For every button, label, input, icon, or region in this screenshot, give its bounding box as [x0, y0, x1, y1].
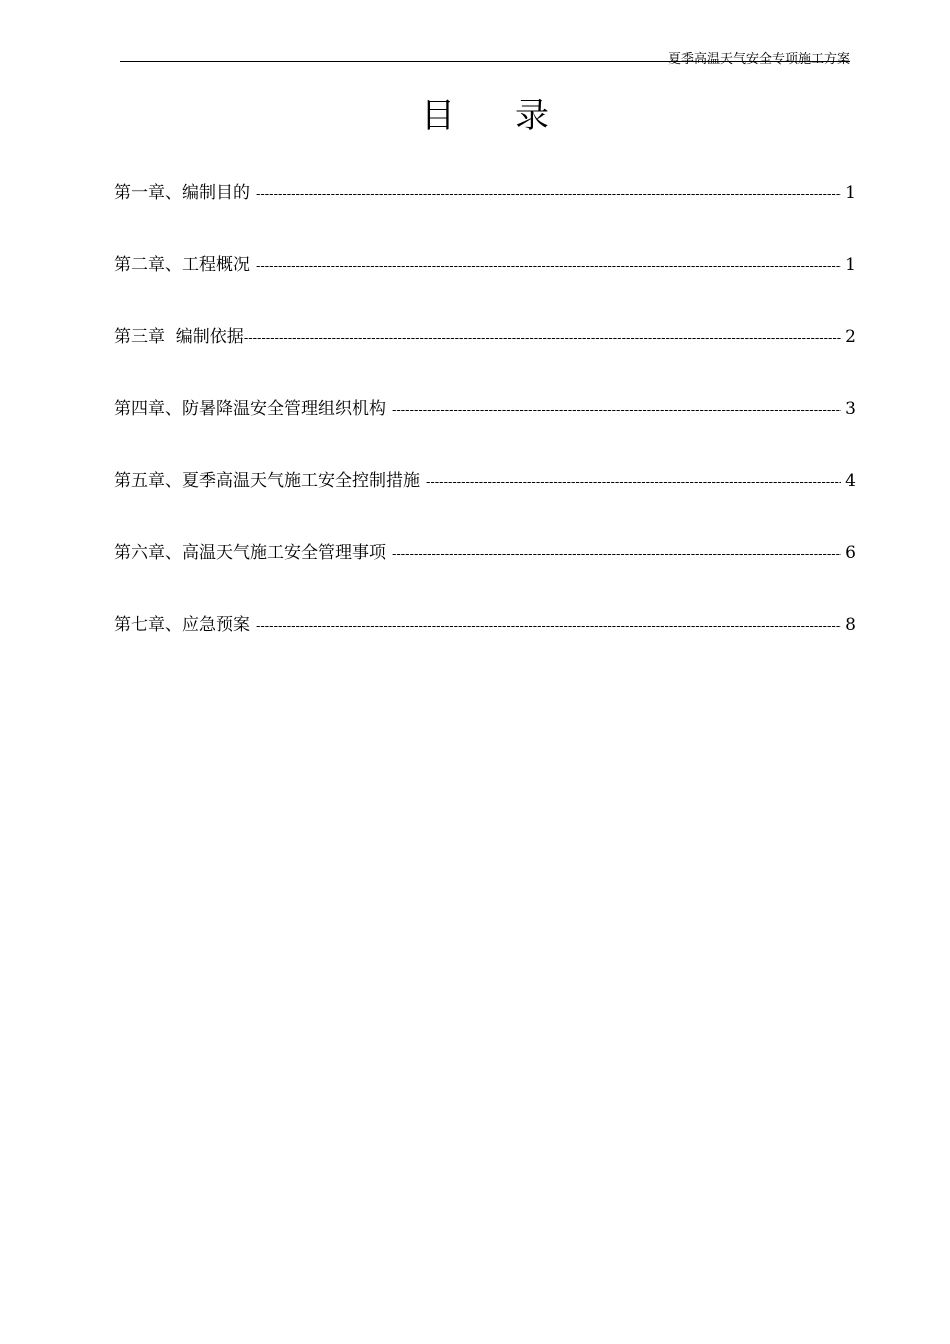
toc-page-number: 1 [845, 183, 856, 203]
toc-entry-label: 第四章、防暑降温安全管理组织机构 [114, 399, 386, 419]
toc-dot-leader [426, 471, 841, 491]
toc-title-char-1: 目 [421, 96, 455, 136]
toc-entry-label: 第三章 编制依据 [114, 327, 244, 347]
toc-page-number: 2 [845, 327, 856, 347]
toc-page-number: 8 [845, 615, 856, 635]
toc-dot-leader [256, 183, 841, 203]
toc-dot-leader [256, 255, 841, 275]
toc-entry-chapter-4[interactable] [114, 394, 856, 466]
toc-entry-chapter-1[interactable] [114, 178, 856, 250]
toc-entry-chapter-5[interactable] [114, 466, 856, 538]
toc-entry-label: 第二章、工程概况 [114, 255, 250, 275]
toc-entry-label: 第七章、应急预案 [114, 615, 250, 635]
toc-title [0, 88, 950, 137]
toc-entry-chapter-2[interactable] [114, 250, 856, 322]
toc-title-char-2: 录 [515, 96, 549, 136]
toc-entry-label: 第五章、夏季高温天气施工安全控制措施 [114, 471, 420, 491]
toc-page-number: 6 [845, 543, 856, 563]
running-header: 夏季高温天气安全专项施工方案 [667, 52, 850, 67]
toc-entry-chapter-3[interactable] [114, 322, 856, 394]
toc-dot-leader [256, 615, 841, 635]
header-rule [120, 61, 850, 62]
toc-dot-leader [392, 543, 841, 563]
toc-dot-leader [244, 327, 841, 347]
toc-dot-leader [392, 399, 841, 419]
toc-page-number: 3 [845, 399, 856, 419]
toc-page-number: 1 [845, 255, 856, 275]
toc-page-number: 4 [845, 471, 856, 491]
toc-entry-chapter-6[interactable] [114, 538, 856, 610]
toc-entry-chapter-7[interactable] [114, 610, 856, 682]
toc-entry-label: 第六章、高温天气施工安全管理事项 [114, 543, 386, 563]
table-of-contents [114, 178, 856, 682]
toc-entry-label: 第一章、编制目的 [114, 183, 250, 203]
